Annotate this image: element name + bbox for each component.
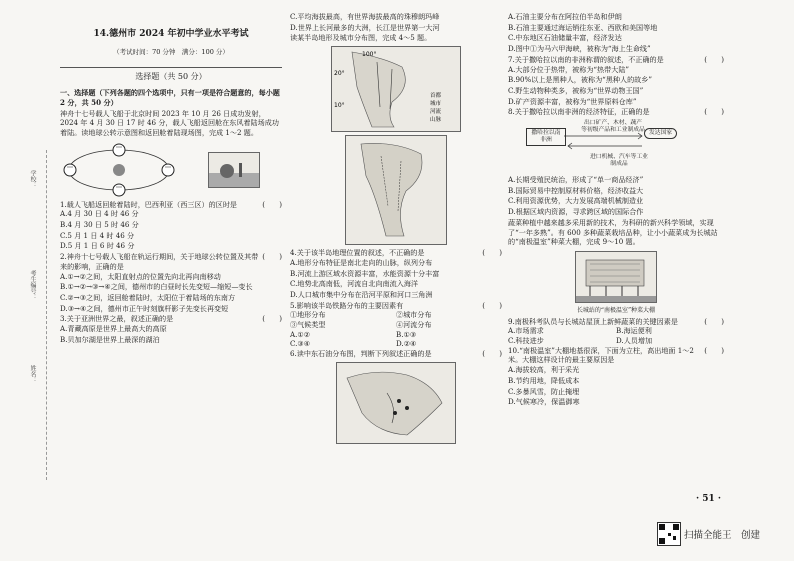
sun-icon xyxy=(113,164,125,176)
answer-blank: ( ) xyxy=(704,107,724,117)
answer-blank: ( ) xyxy=(262,199,282,209)
answer-blank: ( ) xyxy=(482,349,502,359)
svg-text:首都: 首都 xyxy=(430,93,442,100)
peninsula-map-2 xyxy=(345,135,447,245)
option: B.石油主要通过海运销往东亚、西欧和美国等地 xyxy=(508,22,658,32)
diagram-box-africa: 撒哈拉以南非洲 xyxy=(526,128,566,146)
option: B.90%以上是黑种人，被称为“黑种人的故乡” xyxy=(508,75,652,85)
option: A.海拔较高，利于采光 xyxy=(508,365,580,375)
qr-code-icon xyxy=(657,522,681,546)
question-9: 9.南极科考队员与长城站屋顶上新鲜蔬菜的关键因素是 xyxy=(508,316,678,326)
figure-caption: 长城站的“南极温室”种菜大棚 xyxy=(576,306,656,314)
option: C.中东地区石油储量丰富，经济发达 xyxy=(508,33,622,43)
orbit-figures xyxy=(60,142,282,198)
option: D.世界上长河最多的大洲，长江是世界第一大河 xyxy=(290,22,440,32)
binding-margin xyxy=(22,150,52,410)
option: D.人员增加 xyxy=(616,336,653,346)
answer-blank: ( ) xyxy=(482,248,502,258)
answer-blank: ( ) xyxy=(704,345,724,355)
option: C.③④ xyxy=(290,339,311,349)
option: D.③→④之间，德州市正午时刻旗杆影子先变长再变短 xyxy=(60,303,229,313)
option: C.5 月 1 日 4 时 46 分 xyxy=(60,230,135,240)
question-5: 5.影响该半岛铁路分布的主要因素有 xyxy=(290,300,404,310)
question-1: 1.载人飞船返回舱着陆时，巴西利亚（西三区）的区时是 xyxy=(60,199,238,209)
option: D.矿产资源丰富，被称为“世界原料仓库” xyxy=(508,96,637,106)
instructions: 一、选择题（下列各题的四个选项中，只有一项是符合题意的，每小题 2 分，共 50 分） xyxy=(60,88,280,107)
earth-icon xyxy=(64,164,76,176)
option: ④河流分布 xyxy=(396,320,432,330)
option: B.海运便利 xyxy=(616,326,652,336)
option: C.多暴风雪，防止掩埋 xyxy=(508,386,580,396)
scanner-watermark: 扫描全能王 创建 xyxy=(684,530,761,541)
earth-icon xyxy=(113,144,125,156)
question-4: 4.关于该半岛地理位置的叙述，不正确的是 xyxy=(290,248,425,258)
question-8: 8.关于撒哈拉以南非洲的经济特征，正确的是 xyxy=(508,107,650,117)
answer-blank: ( ) xyxy=(704,54,724,64)
option: C.利用资源优势，大力发展高端机械制造业 xyxy=(508,196,644,206)
option: D.5 月 1 日 6 时 46 分 xyxy=(60,241,135,251)
earth-orbit-diagram xyxy=(60,142,178,198)
option: ③气候类型 xyxy=(290,320,326,330)
option: D.图中①为马六甲海峡，被称为“海上生命线” xyxy=(508,44,651,54)
svg-text:城市: 城市 xyxy=(430,101,442,108)
student-name-label: 姓名： xyxy=(29,365,36,383)
diagram-export-label: 出口矿产、木材、蔬产 等初级产品和工业制成品 xyxy=(581,120,645,134)
peninsula-map-1 xyxy=(331,46,461,132)
svg-text:20°: 20° xyxy=(334,70,345,78)
diagram-import-label: 进口机械、汽车等工业制成品 xyxy=(590,154,648,168)
page-number: · 51 · xyxy=(695,494,721,504)
passage: 神舟十七号载人飞船于北京时间 2023 年 10 月 26 日成功发射，2024 年 4 月 30 日 17 时 46 分，载人飞船返回舱在东风着陆场成功着陆。读地球公转示意图和返回舱着陆现场图，完成 1～2 题。 xyxy=(60,108,279,137)
option: B.4 月 30 日 5 时 46 分 xyxy=(60,220,139,230)
option: C.②→③之间，返回舱着陆时，太阳位于着陆场的东南方 xyxy=(60,292,236,302)
option: D.人口城市集中分布在沿河平原和河口三角洲 xyxy=(290,289,433,299)
exam-number-label: 考生编号： xyxy=(29,270,36,300)
passage: 蔬菜种植中越来越多采用新的技术，为科研的新兴科学领域，实现了“一年多熟”。有 600 多种蔬菜栽培品种，让小小蔬菜成为长城站的“南极温室”种菜大棚，完成 9～10 题。 xyxy=(508,217,718,247)
option: C.地势北高南低，河流自北向南流入海洋 xyxy=(290,279,419,289)
question-6: 6.读中东石油分布图，判断下列叙述正确的是 xyxy=(290,349,432,359)
section-heading: 选择题（共 50 分） xyxy=(135,72,207,82)
option: B.贝加尔湖是世界上最深的湖泊 xyxy=(60,334,160,344)
earth-icon xyxy=(113,184,125,196)
school-label: 学校： xyxy=(29,170,36,188)
option: ②城市分布 xyxy=(396,310,432,320)
option: A.地形分布特征是南北走向的山脉，纵列分布 xyxy=(290,257,433,267)
answer-blank: ( ) xyxy=(262,314,282,324)
answer-blank: ( ) xyxy=(704,316,724,326)
svg-text:10°: 10° xyxy=(334,102,345,110)
svg-text:100°: 100° xyxy=(362,51,377,59)
option: D.②④ xyxy=(396,339,417,349)
exam-title: 14.德州市 2024 年初中学业水平考试 xyxy=(93,29,249,39)
question-7: 7.关于撒哈拉以南的非洲称谓的叙述，不正确的是 xyxy=(508,54,664,64)
option: B.河流上游区域水资源丰富，水能资源十分丰富 xyxy=(290,268,440,278)
greenhouse-photo xyxy=(575,251,657,303)
option: A.①→②之间，太阳直射点的位置先向北再向南移动 xyxy=(60,271,221,281)
cut-line xyxy=(46,150,47,480)
passage: 读某半岛地形及城市分布图，完成 4～5 题。 xyxy=(290,33,432,43)
exam-subtitle: （考试时间：70 分钟 满分：100 分） xyxy=(113,47,229,56)
question-3: 3.关于亚洲世界之最，叙述正确的是 xyxy=(60,314,174,324)
option: C.野生动物种类多，被称为“世界动物王国” xyxy=(508,85,644,95)
landing-site-photo xyxy=(208,152,260,188)
option: A.①② xyxy=(290,329,311,339)
answer-blank: ( ) xyxy=(482,300,502,310)
option: A.青藏高原是世界上最高大的高原 xyxy=(60,324,167,334)
option: A.长期受殖民统治，形成了“单一商品经济” xyxy=(508,175,644,185)
column-1 xyxy=(60,12,282,345)
option: D.气候寒冷，保温御寒 xyxy=(508,397,580,407)
svg-text:河流: 河流 xyxy=(430,109,442,116)
option: C.平均海拔最高，有世界海拔最高的珠穆朗玛峰 xyxy=(290,12,440,21)
column-3 xyxy=(508,12,724,408)
divider xyxy=(60,67,282,68)
option: B.节约用地，降低成本 xyxy=(508,375,580,385)
diagram-box-developed: 发达国家 xyxy=(644,128,677,139)
option: A.大部分位于热带，被称为“热带大陆” xyxy=(508,64,630,74)
option: B.国际贸易中控制原材料价格，经济收益大 xyxy=(508,185,644,195)
svg-text:山脉: 山脉 xyxy=(430,117,442,124)
option: B.①→②→③→④之间，德州市的白昼时长先变短—缩短—变长 xyxy=(60,282,253,292)
trade-diagram xyxy=(508,120,724,172)
option: A.4 月 30 日 4 时 46 分 xyxy=(60,209,139,219)
middle-east-oil-map xyxy=(336,362,456,444)
option: A.市场需求 xyxy=(508,326,544,336)
option: B.①③ xyxy=(396,329,417,339)
option: A.石油主要分布在阿拉伯半岛和伊朗 xyxy=(508,12,622,21)
column-2 xyxy=(290,12,502,447)
answer-blank: ( ) xyxy=(262,252,282,262)
option: ①地形分布 xyxy=(290,310,326,320)
question-10: 10.“南极温室”大棚地基很深，下面为立柱，高出地面 1～2 米。大棚这样设计的最主要原因是 xyxy=(508,345,694,365)
option: C.科技进步 xyxy=(508,336,544,346)
option: D.根据区域内资源，寻求跨区域的国际合作 xyxy=(508,207,644,217)
question-2: 2.神舟十七号载人飞船在轨运行期间，关于地球公转位置及其带来的影响，正确的是 xyxy=(60,252,259,271)
earth-icon xyxy=(162,164,174,176)
